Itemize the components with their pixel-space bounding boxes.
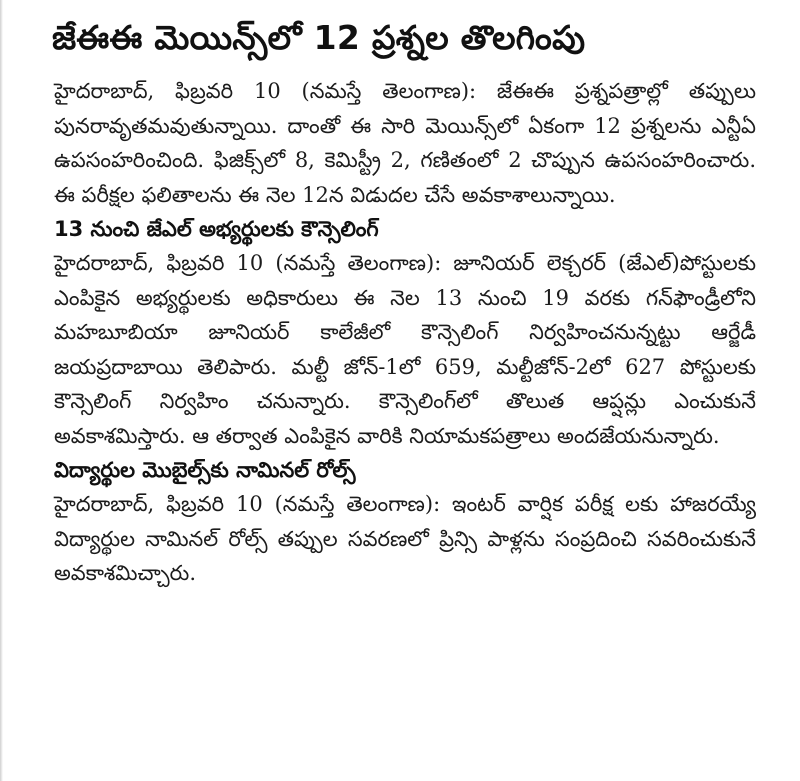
article-2-body: హైదరాబాద్, ఫిబ్రవరి 10 (నమస్తే తెలంగాణ): జూనియర్ లెక్చరర్ (జేఎల్)పోస్టులకు ఎంపికైన అభ్యర్థులకు అధికారులు ఈ నెల 13 నుంచి 19 వరకు గన్‌ఫౌండ్రీలోని మహబూబియా జూనియర్ కాలేజీలో కౌన్సెలింగ్ నిర్వహించనున్నట్టు ఆర్జేడీ జయప్రదాబాయి తెలిపారు. మల్టీ జోన్-1లో 659, మల్టీజోన్-2లో 627 పోస్టులకు కౌన్సెలింగ్ నిర్వహిం చనున్నారు. కౌన్సెలింగ్‌లో తొలుత ఆప్షన్లు ఎంచుకునే అవకాశమిస్తారు. ఆ తర్వాత ఎంపికైన వారికి నియామకపత్రాలు అందజేయనున్నారు. [54, 251, 756, 448]
headline: జేఈఈ మెయిన్స్‌లో 12 ప్రశ్నల తొలగింపు [52, 18, 586, 57]
article-3-body: హైదరాబాద్, ఫిబ్రవరి 10 (నమస్తే తెలంగాణ): ఇంటర్ వార్షిక పరీక్ష లకు హాజరయ్యే విద్యార్థుల నామినల్ రోల్స్ తప్పుల సవరణలో ప్రిన్సి పాళ్లను సంప్రదించి సవరించుకునే అవకాశమిచ్చారు. [54, 492, 756, 585]
article-1-body: హైదరాబాద్, ఫిబ్రవరి 10 (నమస్తే తెలంగాణ): జేఈఈ ప్రశ్నపత్రాల్లో తప్పులు పునరావృతమవుతున్నాయి. దాంతో ఈ సారి మెయిన్స్‌లో ఏకంగా 12 ప్రశ్నలను ఎన్టీఏ ఉపసంహరించింది. ఫిజిక్స్‌లో 8, కెమిస్ట్రీ 2, గణితంలో 2 చొప్పున ఉపసంహరించారు. ఈ పరీక్షల ఫలితాలను ఈ నెల 12న విడుదల చేసే అవకాశాలున్నాయి. [54, 79, 756, 207]
article-3-subhead: విద్యార్థుల మొబైల్స్‌కు నామినల్ రోల్స్ [54, 458, 356, 482]
article-2-subhead: 13 నుంచి జేఎల్ అభ్యర్థులకు కౌన్సెలింగ్ [54, 217, 379, 241]
